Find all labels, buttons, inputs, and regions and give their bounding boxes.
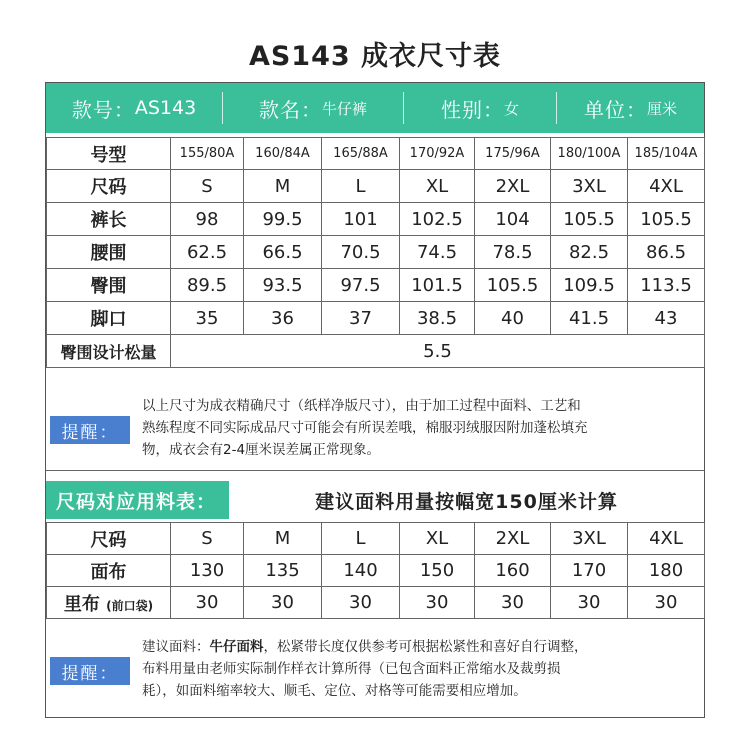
notice-fabric: 牛仔面料	[209, 639, 264, 655]
table-cell: 150	[400, 555, 475, 587]
table-cell: 82.5	[551, 236, 628, 269]
notice-line-rest: ，松紧带长度仅供参考可根据松紧性和喜好自行调整，	[263, 639, 588, 655]
table-cell: 170	[551, 555, 628, 587]
model-cell: 175/96A	[475, 138, 551, 170]
notice-line: 物，成衣会有2-4厘米误差属正常现象。	[142, 442, 381, 458]
row-label: 脚口	[47, 302, 171, 335]
notice-badge: 提醒：	[50, 416, 130, 444]
row-label: 尺码	[47, 523, 171, 555]
table-cell: M	[244, 170, 322, 203]
table-row	[47, 302, 705, 335]
table-row	[47, 335, 705, 368]
model-cell: 155/80A	[171, 138, 244, 170]
style-name-label: 款名：	[258, 97, 322, 122]
model-cell: 165/88A	[322, 138, 400, 170]
usage-title: 建议面料用量按幅宽150厘米计算	[315, 490, 618, 513]
notice-box	[46, 624, 704, 717]
table-row	[47, 555, 705, 587]
gender	[404, 83, 556, 133]
table-cell: 105.5	[475, 269, 551, 302]
table-row	[47, 269, 705, 302]
style-number-value: AS143	[134, 97, 197, 119]
notice-line	[142, 636, 588, 658]
table-cell: 101.5	[400, 269, 475, 302]
table-cell: 30	[244, 587, 322, 619]
table-cell: 3XL	[551, 523, 628, 555]
table-cell: 102.5	[400, 203, 475, 236]
size-table	[46, 137, 705, 368]
table-cell: S	[171, 170, 244, 203]
table-cell: M	[244, 523, 322, 555]
table-cell: 135	[244, 555, 322, 587]
table-cell: 180	[628, 555, 705, 587]
table-cell: 160	[475, 555, 551, 587]
table-cell: 30	[551, 587, 628, 619]
table-row	[47, 170, 705, 203]
lining-label: 里布	[63, 593, 100, 615]
table-cell: 40	[475, 302, 551, 335]
info-bar	[46, 83, 704, 133]
table-row	[47, 236, 705, 269]
style-name-value: 牛仔裤	[321, 99, 367, 118]
ease-value: 5.5	[171, 335, 705, 368]
notice-text	[142, 636, 588, 702]
style-number-label: 款号：	[71, 97, 135, 122]
table-cell: 2XL	[475, 170, 551, 203]
table-cell: 74.5	[400, 236, 475, 269]
table-row	[47, 587, 705, 619]
notice-box	[46, 383, 704, 471]
table-cell: 41.5	[551, 302, 628, 335]
usage-table	[46, 522, 705, 619]
table-cell: 30	[400, 587, 475, 619]
table-cell: 70.5	[322, 236, 400, 269]
table-cell: 105.5	[551, 203, 628, 236]
table-cell: 4XL	[628, 523, 705, 555]
table-cell: 89.5	[171, 269, 244, 302]
table-cell: 37	[322, 302, 400, 335]
notice-line: 熟练程度不同实际成品尺寸可能会有所误差哦，棉服羽绒服因附加蓬松填充	[142, 420, 588, 436]
table-cell: 30	[171, 587, 244, 619]
gender-label: 性别：	[440, 97, 504, 122]
table-cell: 86.5	[628, 236, 705, 269]
table-cell: 3XL	[551, 170, 628, 203]
table-row	[47, 138, 705, 170]
notice-line: 以上尺寸为成衣精确尺寸（纸样净版尺寸），由于加工过程中面料、工艺和	[142, 398, 581, 414]
table-cell: 98	[171, 203, 244, 236]
table-cell: 78.5	[475, 236, 551, 269]
page-title: AS143 成衣尺寸表	[248, 41, 502, 72]
row-label: 腰围	[47, 236, 171, 269]
lining-sub-label: (前口袋)	[106, 598, 154, 613]
row-label	[47, 587, 171, 619]
table-cell: 66.5	[244, 236, 322, 269]
notice-prefix: 建议面料：	[142, 639, 210, 655]
gender-value: 女	[503, 99, 519, 118]
table-row	[47, 203, 705, 236]
table-cell: 109.5	[551, 269, 628, 302]
row-label: 面布	[47, 555, 171, 587]
notice-text	[142, 395, 588, 461]
table-cell: 93.5	[244, 269, 322, 302]
table-cell: 62.5	[171, 236, 244, 269]
table-cell: 4XL	[628, 170, 705, 203]
table-cell: S	[171, 523, 244, 555]
unit-label: 单位：	[583, 97, 647, 122]
table-row	[47, 523, 705, 555]
notice-badge: 提醒：	[50, 657, 130, 685]
row-label: 臀围设计松量	[47, 335, 171, 368]
table-cell: XL	[400, 170, 475, 203]
usage-label: 尺码对应用料表：	[46, 481, 229, 519]
table-cell: L	[322, 170, 400, 203]
row-label: 尺码	[47, 170, 171, 203]
style-number	[46, 83, 222, 133]
unit-value: 厘米	[646, 99, 677, 118]
table-cell: 99.5	[244, 203, 322, 236]
row-label: 臀围	[47, 269, 171, 302]
table-cell: 43	[628, 302, 705, 335]
table-cell: 30	[475, 587, 551, 619]
table-cell: 2XL	[475, 523, 551, 555]
table-cell: XL	[400, 523, 475, 555]
table-cell: 105.5	[628, 203, 705, 236]
table-cell: 97.5	[322, 269, 400, 302]
model-cell: 160/84A	[244, 138, 322, 170]
row-label: 号型	[47, 138, 171, 170]
style-name	[223, 83, 403, 133]
table-cell: 130	[171, 555, 244, 587]
table-cell: 30	[628, 587, 705, 619]
table-cell: 36	[244, 302, 322, 335]
notice-line: 耗），如面料缩率较大、顺毛、定位、对格等可能需要相应增加。	[142, 683, 527, 699]
table-cell: 38.5	[400, 302, 475, 335]
notice-line: 布料用量由老师实际制作样衣计算所得（已包含面料正常缩水及裁剪损	[142, 661, 561, 677]
row-label: 裤长	[47, 203, 171, 236]
model-cell: 170/92A	[400, 138, 475, 170]
table-cell: L	[322, 523, 400, 555]
usage-header	[46, 481, 704, 519]
table-cell: 140	[322, 555, 400, 587]
table-cell: 113.5	[628, 269, 705, 302]
table-cell: 104	[475, 203, 551, 236]
table-cell: 101	[322, 203, 400, 236]
model-cell: 180/100A	[551, 138, 628, 170]
table-cell: 35	[171, 302, 244, 335]
table-cell: 30	[322, 587, 400, 619]
model-cell: 185/104A	[628, 138, 705, 170]
unit	[557, 83, 704, 133]
